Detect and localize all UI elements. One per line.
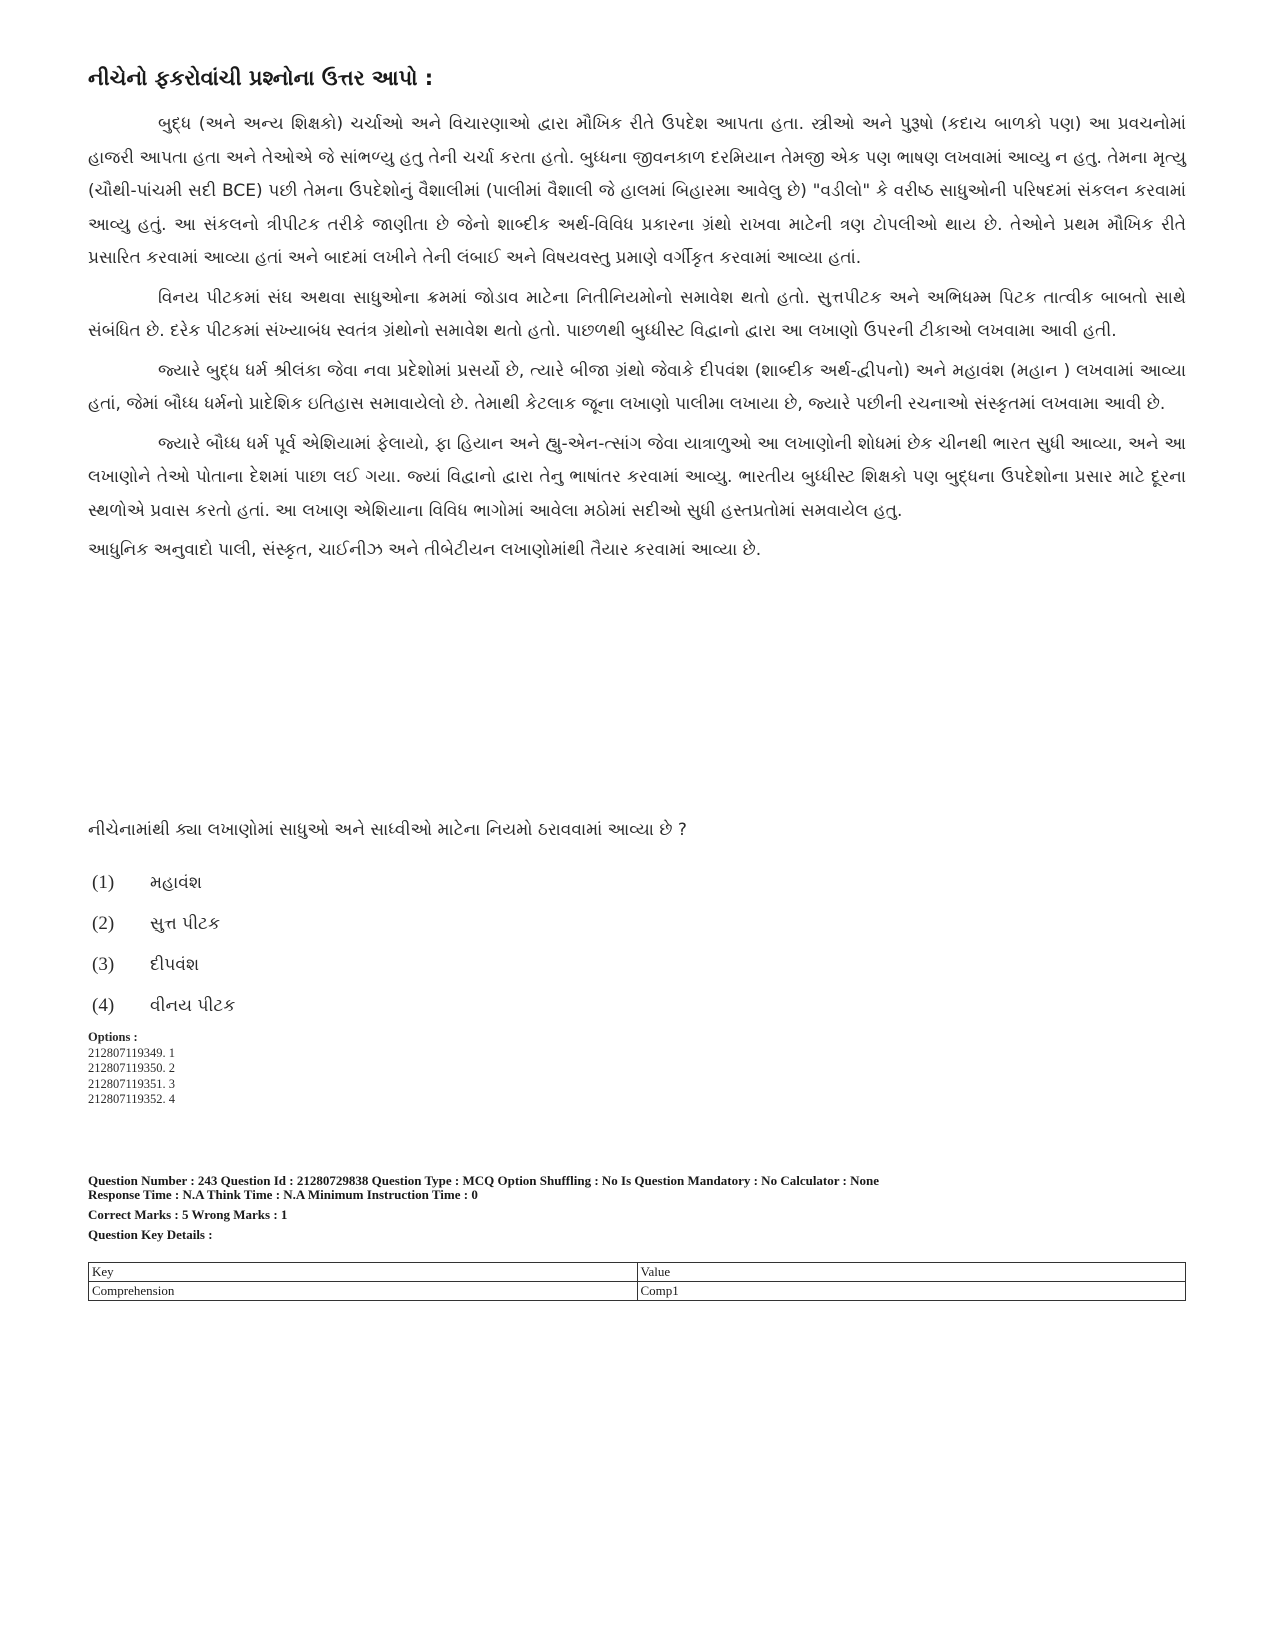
choice-3 <box>92 944 235 985</box>
section-heading: નીચેનો ફકરોવાંચી પ્રશ્નોના ઉત્તર આપો : <box>88 66 434 90</box>
passage-paragraph: જ્યારે બુદ્ધ ધર્મ શ્રીલંકા જેવા નવા પ્રદેશોમાં પ્રસર્યો છે, ત્યારે બીજા ગ્રંથો જેવાકે દીપવંશ (શાબ્દીક અર્થ-દ્વીપનો) અને મહાવંશ (મહાન ) લખવામાં આવ્યા હતાં, જેમાં બૌધ્ધ ધર્મનો પ્રાદેશિક ઇતિહાસ સમાવાયેલો છે. તેમાથી કેટલાક જૂના લખાણો પાલીમા લખાયા છે, જ્યારે પછીની રચનાઓ સંસ્કૃતમાં લખવામા આવી છે. <box>88 360 1186 414</box>
key-details-label: Question Key Details : <box>88 1227 213 1242</box>
choice-number: (4) <box>92 994 115 1016</box>
option-id: 212807119352. 4 <box>88 1092 176 1106</box>
option-ids-block <box>88 1030 175 1108</box>
table-cell: Comp1 <box>637 1282 1186 1301</box>
choice-4 <box>92 985 235 1026</box>
question-text: નીચેનામાંથી ક્યા લખાણોમાં સાધુઓ અને સાધ્વીઓ માટેના નિયમો ઠરાવવામાં આવ્યા છે ? <box>88 820 687 840</box>
choice-text: સુત્ત પીટક <box>150 913 220 934</box>
table-header-cell: Value <box>637 1263 1186 1282</box>
option-id: 212807119349. 1 <box>88 1045 176 1060</box>
options-label: Options : <box>88 1030 138 1044</box>
choice-number: (3) <box>92 953 115 975</box>
table-header-cell: Key <box>89 1263 638 1282</box>
choice-text: મહાવંશ <box>150 872 202 893</box>
choice-2 <box>92 903 235 944</box>
answer-choices <box>92 862 235 1026</box>
option-id: 212807119351. 3 <box>88 1076 176 1091</box>
choice-text: વીનય પીટક <box>150 995 236 1016</box>
table-row <box>89 1282 1186 1301</box>
question-key-table <box>88 1262 1186 1301</box>
question-metadata <box>88 1174 1198 1242</box>
choice-text: દીપવંશ <box>150 954 200 975</box>
comprehension-passage <box>88 108 1186 574</box>
passage-paragraph: જ્યારે બૌધ્ધ ધર્મ પૂર્વ એશિયામાં ફેલાયો, ફા હિયાન અને હ્યુ-એન-ત્સાંગ જેવા યાત્રાળુઓ આ લખાણોની શોધમાં છેક ચીનથી ભારત સુધી આવ્યા, અને આ લખાણોને તેઓ પોતાના દેશમાં પાછા લઈ ગયા. જ્યાં વિદ્વાનો દ્વારા તેનુ ભાષાંતર કરવામાં આવ્યુ. ભારતીય બુધ્ધીસ્ટ શિક્ષકો પણ બુદ્ધના ઉપદેશોના પ્રસાર માટે દૂરના સ્થળોએ પ્રવાસ કરતો હતાં. આ લખાણ એશિયાના વિવિધ ભાગોમાં આવેલા મઠોમાં સદીઓ સુધી હસ્તપ્રતોમાં સમવાયેલ હતુ. <box>88 433 1186 521</box>
passage-paragraph: બુદ્ધ (અને અન્ય શિક્ષકો) ચર્ચાઓ અને વિચારણાઓ દ્વારા મૌખિક રીતે ઉપદેશ આપતા હતા. સ્ત્રીઓ અને પુરૂષો (કદાચ બાળકો પણ) આ પ્રવચનોમાં હાજરી આપતા હતા અને તેઓએ જે સાંભળ્યુ હતુ તેની ચર્ચા કરતા હતો. બુધ્ધના જીવનકાળ દરમિયાન તેમજી એક પણ ભાષણ લખવામાં આવ્યુ ન હતુ. તેમના મૃત્યુ (ચૌથી-પાંચમી સદી BCE) પછી તેમના ઉપદેશોનું વૈશાલીમાં (પાલીમાં વૈશાલી જે હાલમાં બિહારમા આવેલુ છે) "વડીલો" કે વરીષ્ઠ સાધુઓની પરિષદમાં સંકલન કરવામાં આવ્યુ હતું. આ સંકલનો ત્રીપીટક તરીકે જાણીતા છે જેનો શાબ્દીક અર્થ-વિવિધ પ્રકારના ગ્રંથો રાખવા માટેની ત્રણ ટોપલીઓ થાય છે. તેઓને પ્રથમ મૌખિક રીતે પ્રસારિત કરવામાં આવ્યા હતાં અને બાદમાં લખીને તેની લંબાઈ અને વિષયવસ્તુ પ્રમાણે વર્ગીકૃત કરવામાં આવ્યા હતાં. <box>88 114 1186 268</box>
timing-info-line: Response Time : N.A Think Time : N.A Minimum Instruction Time : 0 <box>88 1187 478 1202</box>
passage-paragraph: આધુનિક અનુવાદો પાલી, સંસ્કૃત, ચાઈનીઝ અને તીબેટીયન લખાણોમાંથી તૈયાર કરવામાં આવ્યા છે. <box>88 540 762 560</box>
marks-line: Correct Marks : 5 Wrong Marks : 1 <box>88 1207 288 1222</box>
option-id: 212807119350. 2 <box>88 1061 176 1075</box>
table-cell: Comprehension <box>89 1282 638 1301</box>
table-header-row <box>89 1263 1186 1282</box>
passage-paragraph: વિનય પીટકમાં સંઘ અથવા સાધુઓના ક્રમમાં જોડાવ માટેના નિતીનિયમોનો સમાવેશ થતો હતો. સુત્તપીટક અને અભિધમ્મ પિટક તાત્વીક બાબતો સાથે સંબંધિત છે. દરેક પીટકમાં સંખ્યાબંધ સ્વતંત્ર ગ્રંથોનો સમાવેશ થતો હતો. પાછળથી બુધ્ધીસ્ટ વિદ્વાનો દ્વારા આ લખાણો ઉપરની ટીકાઓ લખવામા આવી હતી. <box>88 287 1186 341</box>
choice-number: (2) <box>92 912 115 934</box>
choice-1 <box>92 862 235 903</box>
question-info-line: Question Number : 243 Question Id : 21280729838 Question Type : MCQ Option Shuffling : No Is Question Mandatory : No Calculator : None <box>88 1173 880 1188</box>
choice-number: (1) <box>92 871 115 893</box>
